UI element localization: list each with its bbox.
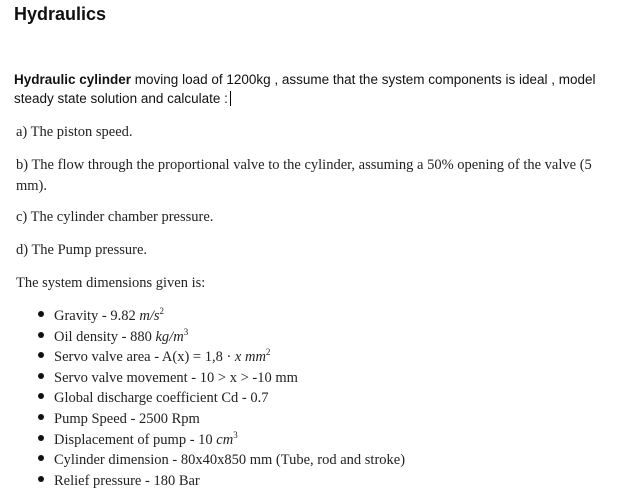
intro-paragraph[interactable] [14,70,614,108]
param-text: Gravity - 9.82 [54,308,140,324]
param-exponent: 2 [159,306,165,316]
intro-text: moving load of 1200kg , assume that the system components is ideal , model steady state solution and calculate : [14,72,596,106]
param-text: Oil density - 880 [54,328,156,345]
text-cursor [230,91,231,106]
param-text: Global discharge coefficient Cd - 0.7 [54,390,269,407]
param-text: Servo valve movement - 10 > x > -10 mm [54,369,298,386]
param-text: Pump Speed - 2500 Rpm [54,410,200,427]
bullet-icon [38,311,44,317]
question-c: c) The cylinder chamber pressure. [16,209,214,225]
param-exponent: 2 [265,347,271,358]
param-unit: cm [216,431,234,448]
list-item [16,327,405,348]
param-text: Servo valve area - A(x) = 1,8 · [54,349,235,366]
param-text: Displacement of pump - 10 [54,431,217,448]
list-item [16,430,405,451]
list-item [16,368,405,389]
bullet-icon [38,455,44,461]
list-item [16,306,405,327]
param-exponent: 3 [183,326,189,337]
bullet-icon [38,373,44,379]
param-text: Relief pressure - 180 Bar [54,472,200,489]
param-unit: m/s [139,308,160,324]
list-item [16,388,405,409]
parameter-list [16,306,405,491]
list-item [16,471,405,492]
list-item [16,450,405,471]
bullet-icon [38,393,44,399]
question-b: b) The flow through the proportional valve to the cylinder, assuming a 50% opening of the valve (5 mm). [16,157,592,194]
bullet-icon [38,414,44,420]
question-a: a) The piston speed. [16,124,133,140]
param-text: Cylinder dimension - 80x40x850 mm (Tube, rod and stroke) [54,452,406,469]
bullet-icon [38,435,44,441]
document-title: Hydraulics [14,4,107,24]
bullet-icon [38,352,44,358]
intro-bold-lead: Hydraulic cylinder [14,72,132,87]
param-exponent: 3 [233,429,238,440]
bullet-icon [38,476,44,482]
system-dimensions-heading: The system dimensions given is: [16,275,206,291]
list-item [16,409,405,430]
param-unit: x mm [234,349,266,366]
question-d: d) The Pump pressure. [16,242,148,258]
param-unit: kg/m [155,328,184,345]
bullet-icon [38,332,44,338]
list-item [16,347,405,368]
